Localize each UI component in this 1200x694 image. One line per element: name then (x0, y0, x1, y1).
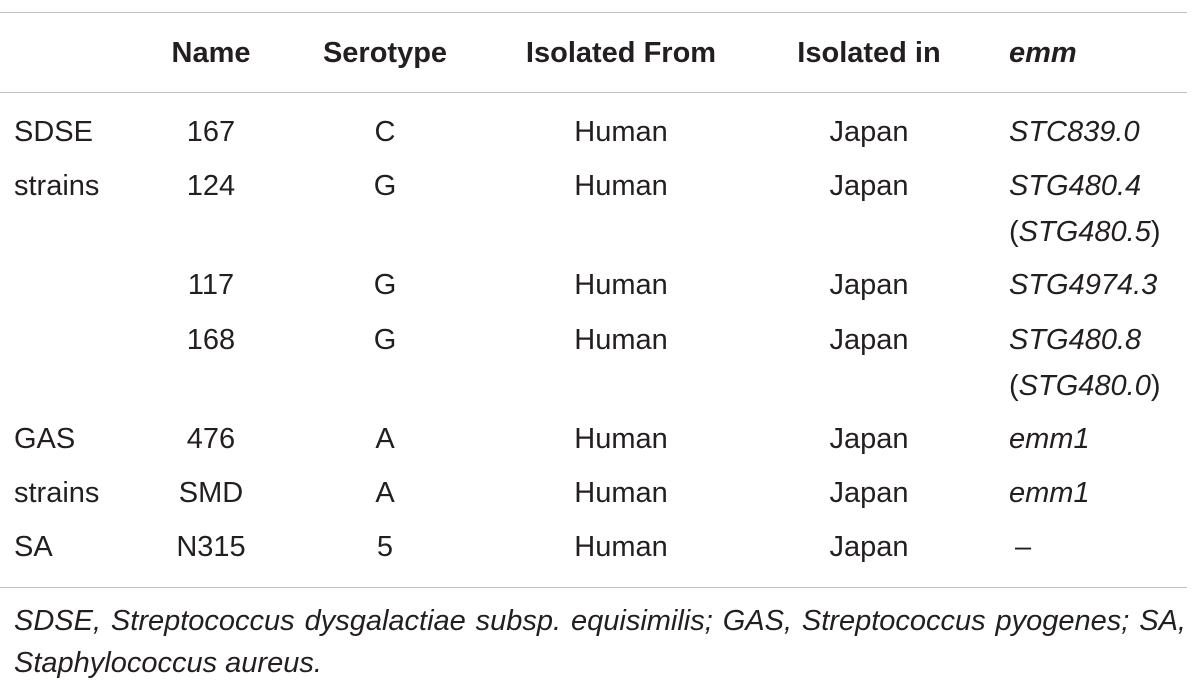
cell-name: N315 (176, 531, 246, 563)
group-label-gas-line1: GAS (14, 423, 76, 455)
cell-isolated-from: Human (574, 423, 668, 455)
cell-serotype: G (373, 170, 397, 202)
cell-emm: – (1015, 531, 1032, 563)
group-label-sa-line1: SA (14, 531, 53, 563)
cell-isolated-in: Japan (829, 477, 909, 509)
table-header-rule (0, 92, 1187, 93)
cell-serotype: A (375, 423, 395, 455)
header-serotype: Serotype (322, 37, 448, 69)
header-isolated-in: Isolated in (797, 37, 941, 69)
group-label-sdse-line2: strains (14, 170, 100, 202)
cell-isolated-in: Japan (829, 324, 909, 356)
cell-serotype: C (374, 116, 396, 148)
cell-isolated-from: Human (574, 324, 668, 356)
cell-isolated-from: Human (574, 531, 668, 563)
cell-isolated-in: Japan (829, 423, 909, 455)
group-label-sdse-line1: SDSE (14, 116, 93, 148)
cell-emm: STG480.8 (1009, 324, 1142, 356)
cell-emm: STG4974.3 (1009, 269, 1158, 301)
cell-isolated-from: Human (574, 116, 668, 148)
cell-name: 124 (186, 170, 236, 202)
cell-emm-alt-value: STG480.0 (1018, 370, 1151, 402)
table-footnote: SDSE, Streptococcus dysgalactiae subsp. equisimilis; GAS, Streptococcus pyogenes; SA, Staphylococcus aureus. (14, 605, 1186, 679)
cell-emm-alt: (STG480.5) (1009, 216, 1161, 248)
cell-isolated-in: Japan (829, 170, 909, 202)
cell-isolated-from: Human (574, 170, 668, 202)
header-name: Name (171, 37, 251, 69)
cell-isolated-in: Japan (829, 269, 909, 301)
cell-isolated-from: Human (574, 477, 668, 509)
header-emm: emm (1009, 37, 1077, 69)
table-top-rule (0, 12, 1187, 13)
cell-serotype: A (375, 477, 395, 509)
cell-serotype: G (373, 269, 397, 301)
cell-name: 117 (187, 269, 235, 301)
cell-isolated-in: Japan (829, 116, 909, 148)
cell-emm: emm1 (1009, 423, 1090, 455)
cell-emm: STC839.0 (1009, 116, 1140, 148)
table-bottom-rule (0, 587, 1187, 588)
cell-name: 167 (186, 116, 236, 148)
cell-name: 476 (186, 423, 236, 455)
cell-name: SMD (178, 477, 244, 509)
header-isolated-from: Isolated From (525, 37, 717, 69)
cell-serotype: G (373, 324, 397, 356)
cell-isolated-from: Human (574, 269, 668, 301)
cell-emm-alt: (STG480.0) (1009, 370, 1161, 402)
cell-emm: emm1 (1009, 477, 1090, 509)
cell-serotype: 5 (376, 531, 394, 563)
cell-emm: STG480.4 (1009, 170, 1142, 202)
group-label-gas-line2: strains (14, 477, 100, 509)
cell-isolated-in: Japan (829, 531, 909, 563)
cell-emm-alt-value: STG480.5 (1018, 216, 1151, 248)
cell-name: 168 (186, 324, 236, 356)
